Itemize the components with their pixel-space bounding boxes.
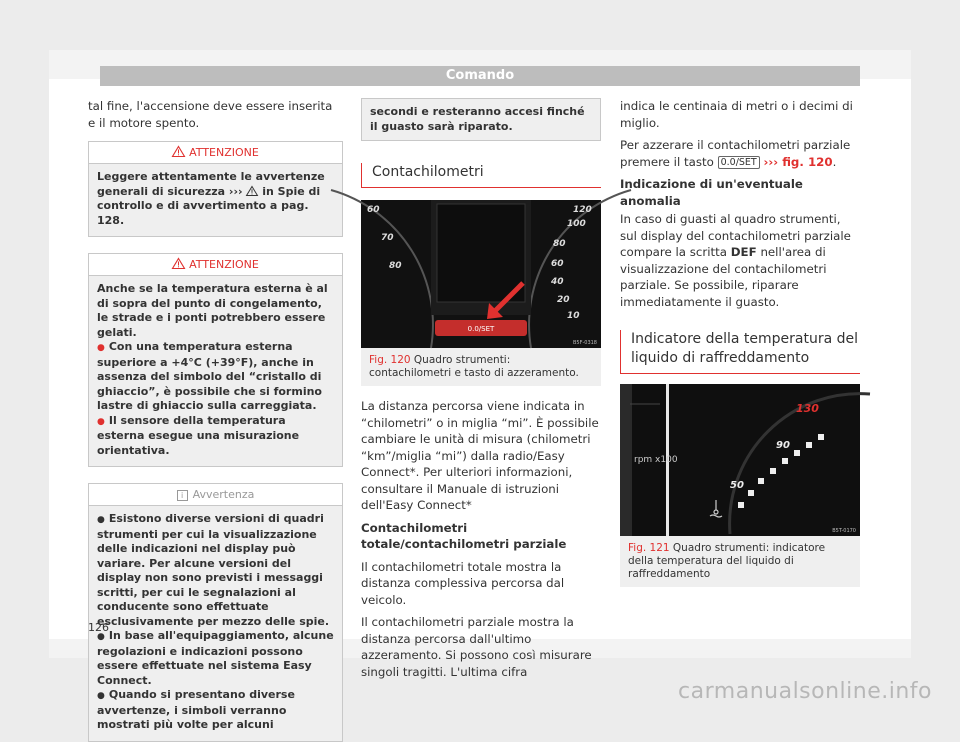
warning-box-1 — [88, 141, 343, 237]
page-number: 126 — [88, 621, 109, 634]
reset-key: 0.0/SET — [718, 156, 760, 169]
intro-paragraph: tal fine, l'accensione deve essere inserita e il motore spento. — [88, 99, 333, 130]
gauge-label: 60 — [551, 259, 564, 269]
gauge-label: 40 — [551, 277, 564, 287]
note-list-item: ● In base all'equipaggiamento, alcune regolazioni e indicazioni possono essere effettuate nel sistema Easy Connect. — [97, 629, 334, 688]
figure-caption — [620, 536, 860, 587]
figure-number: Fig. 120 — [369, 354, 411, 366]
warning-title: ATTENZIONE — [189, 146, 259, 159]
warning-body — [89, 276, 342, 466]
warning-text: Anche se la temperatura esterna è al di sopra del punto di congelamento, le strade e i ponti potrebbero essere gelati. — [97, 282, 328, 339]
subheading-anomaly: Indicazione di un'eventuale anomalia — [620, 177, 803, 208]
warning-box-2 — [88, 253, 343, 467]
coolant-gauge-image — [620, 384, 860, 536]
warning-triangle-icon — [172, 146, 185, 157]
gauge-label: 120 — [573, 205, 592, 215]
warning-triangle-icon — [172, 258, 185, 269]
warning-header — [89, 142, 342, 164]
reset-button-label: 0.0/SET — [467, 325, 495, 333]
reset-text-end: . — [832, 154, 837, 169]
note-list-item: ● Esistono diverse versioni di quadri strumenti per cui la visualizzazione delle indicazioni nel display può variare. Per alcune versioni del display non sono previsti i messaggi scritti, per cui le segnalazioni al conducente sono effettuate esclusivamente per mezzo delle spie. — [97, 512, 334, 629]
figure-caption-text: Quadro strumenti: contachilometri e tasto di azzeramento. — [369, 354, 579, 379]
figure-number: Fig. 121 — [628, 542, 670, 554]
subheading-total-partial: Contachilometri totale/contachilometri parziale — [361, 520, 567, 551]
column-middle — [361, 98, 601, 686]
figure-code: B5F-0318 — [572, 340, 597, 346]
section-title-odometer: Contachilometri — [361, 163, 601, 188]
gauge-label: 90 — [776, 440, 790, 451]
continued-paragraph: indica le centinaia di metri o i decimi di miglio. — [620, 99, 853, 130]
info-icon: i — [177, 490, 188, 501]
warning-body — [89, 164, 342, 236]
note-list-item: ● Quando si presentano diverse avvertenze, i simboli verranno mostrati più volte per alcuni — [97, 688, 334, 733]
continued-warning-box: secondi e resteranno accesi finché il guasto sarà riparato. — [361, 98, 601, 141]
note-title: Avvertenza — [192, 488, 255, 501]
gauge-label: 130 — [796, 402, 819, 415]
anomaly-paragraph — [620, 211, 860, 310]
def-label: DEF — [730, 245, 757, 259]
column-left — [88, 98, 343, 742]
warning-triangle-icon — [246, 186, 258, 196]
anomaly-text: nell'area di visualizzazione del contachilometri parziale. Se possibile, riparare immediatamente il guasto. — [620, 245, 827, 309]
gauge-label: 50 — [730, 480, 744, 491]
anomaly-text: In caso di guasti al quadro strumenti, sul display del contachilometri parziale compare la scritta — [620, 212, 851, 259]
gauge-label: 70 — [381, 233, 394, 243]
figure-121 — [620, 384, 860, 587]
figure-link[interactable]: ››› fig. 120 — [763, 154, 833, 169]
total-odometer-paragraph: Il contachilometri totale mostra la distanza complessiva percorsa dal veicolo. — [361, 559, 565, 607]
warning-title: ATTENZIONE — [189, 258, 259, 271]
reset-text: Per azzerare il contachilometri parziale premere il tasto — [620, 138, 851, 169]
gauge-label: 80 — [553, 239, 566, 249]
gauge-label: 10 — [567, 311, 580, 321]
note-header — [89, 484, 342, 506]
chapter-header: Comando — [100, 66, 860, 86]
reset-paragraph — [620, 137, 860, 170]
note-body — [89, 506, 342, 741]
gauge-label: 20 — [557, 295, 570, 305]
figure-code: B5T-0170 — [832, 528, 856, 534]
figure-caption — [361, 348, 601, 386]
warning-list-item: ● Il sensore della temperatura esterna esegue una misurazione orientativa. — [97, 414, 334, 459]
column-right — [620, 98, 860, 587]
gauge-label: 60 — [367, 205, 380, 215]
section-title-coolant: Indicatore della temperatura del liquido di raffreddamento — [620, 330, 860, 374]
warning-list-item: ● Con una temperatura esterna superiore a +4°C (+39°F), anche in assenza del simbolo del “cristallo di ghiaccio”, è possibile che si formino lastre di ghiaccio sulla carreggiata. — [97, 340, 334, 414]
odometer-paragraph: La distanza percorsa viene indicata in “chilometri” o in miglia “mi”. È possibile cambiare le unità di misura (chilometri “km”/miglia “mi”) dalla radio/Easy Connect*. Per ulteriori informazioni, consultare il Manuale di istruzioni dell'Easy Connect* — [361, 399, 599, 512]
figure-120 — [361, 200, 601, 386]
gauge-label: 100 — [567, 219, 586, 229]
warning-link-text[interactable]: in Spie di controllo e di avvertimento a pag. 128. — [97, 184, 321, 227]
gauge-label: 80 — [389, 261, 402, 271]
watermark: carmanualsonline.info — [678, 679, 932, 704]
warning-text: Leggere attentamente le avvertenze generali di sicurezza ››› — [97, 170, 325, 198]
partial-odometer-paragraph: Il contachilometri parziale mostra la distanza percorsa dall'ultimo azzeramento. Si possono così misurare singoli tragitti. L'ultima cifra — [361, 615, 592, 679]
warning-header — [89, 254, 342, 276]
odometer-image — [361, 200, 601, 348]
figure-caption-text: Quadro strumenti: indicatore della temperatura del liquido di raffreddamento — [628, 542, 826, 580]
note-box — [88, 483, 343, 742]
rpm-scale-label: rpm x100 — [634, 455, 678, 465]
